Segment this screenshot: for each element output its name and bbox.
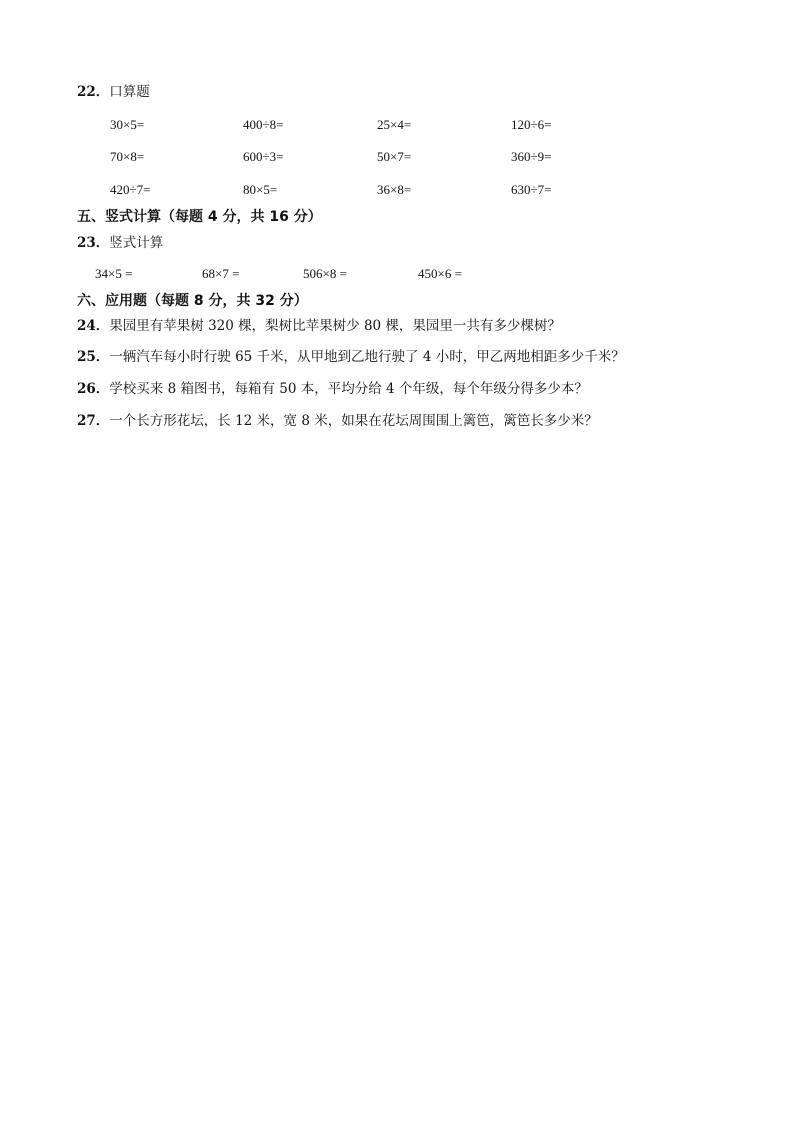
question-23-header (77, 234, 163, 252)
question-number: 26． (77, 381, 110, 397)
word-problem-26 (77, 380, 588, 398)
mental-math-item: 120÷6= (511, 117, 552, 132)
question-title: 口算题 (109, 84, 150, 100)
mental-math-item: 420÷7= (110, 182, 151, 197)
mental-math-item: 400÷8= (243, 117, 284, 132)
mental-math-item: 630÷7= (511, 182, 552, 197)
section-heading-6: 六、应用题（每题 8 分，共 32 分） (77, 293, 308, 309)
problem-text: 学校买来 8 箱图书，每箱有 50 本，平均分给 4 个年级，每个年级分得多少本？ (109, 381, 588, 397)
mental-math-item: 70×8= (110, 149, 145, 164)
section-heading-5: 五、竖式计算（每题 4 分，共 16 分） (77, 209, 322, 225)
problem-text: 一个长方形花坛，长 12 米，宽 8 米，如果在花坛周围围上篱笆，篱笆长多少米？ (109, 413, 598, 429)
question-number: 24． (77, 318, 110, 334)
word-problem-27 (77, 412, 598, 430)
mental-math-item: 30×5= (110, 117, 145, 132)
vertical-calc-item: 68×7 = (202, 266, 240, 281)
question-number: 27． (77, 413, 110, 429)
question-22-header (77, 83, 150, 101)
vertical-calc-item: 450×6 = (418, 266, 462, 281)
question-number: 22． (77, 84, 110, 100)
word-problem-25 (77, 348, 625, 366)
vertical-calc-item: 506×8 = (303, 266, 347, 281)
question-number: 25． (77, 349, 110, 365)
mental-math-item: 600÷3= (243, 149, 284, 164)
mental-math-item: 360÷9= (511, 149, 552, 164)
question-number: 23． (77, 235, 110, 251)
mental-math-item: 25×4= (377, 117, 412, 132)
problem-text: 一辆汽车每小时行驶 65 千米，从甲地到乙地行驶了 4 小时，甲乙两地相距多少千米？ (109, 349, 625, 365)
problem-text: 果园里有苹果树 320 棵，梨树比苹果树少 80 棵，果园里一共有多少棵树？ (109, 318, 561, 334)
mental-math-item: 36×8= (377, 182, 412, 197)
mental-math-item: 80×5= (243, 182, 278, 197)
mental-math-item: 50×7= (377, 149, 412, 164)
vertical-calc-item: 34×5 = (95, 266, 133, 281)
question-title: 竖式计算 (109, 235, 164, 251)
word-problem-24 (77, 317, 561, 335)
